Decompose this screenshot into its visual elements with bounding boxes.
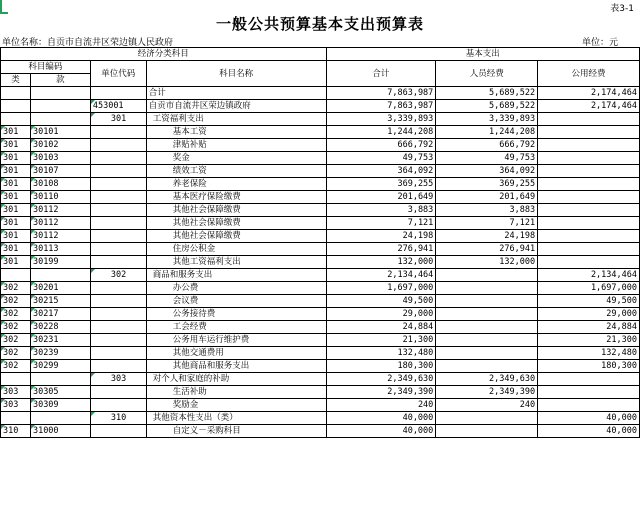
cell-subject-name[interactable]: 奖励金 [146,399,326,412]
header-subject-name: 科目名称 [146,61,326,87]
cell-public[interactable] [538,191,640,204]
table-row [1,295,640,308]
cell-unit-code[interactable] [90,399,146,412]
cell-public[interactable]: 29,000 [538,308,640,321]
cell-kuan[interactable]: 30201 [30,282,90,295]
header-total: 合计 [326,61,436,87]
unit-name-label: 单位名称：自贡市自流井区荣边镇人民政府 [2,38,174,48]
cell-personnel[interactable]: 3,883 [436,204,538,217]
cell-subject-name[interactable]: 对个人和家庭的补助 [146,373,326,386]
table-row [1,425,640,438]
sheet-number: 表3-1 [610,4,634,14]
cell-unit-code[interactable] [90,204,146,217]
cell-lei[interactable]: 301 [1,256,31,269]
page-title: 一般公共预算基本支出预算表 [215,15,424,33]
header-lei: 类 [1,74,31,87]
cell-subject-name[interactable]: 办公费 [146,282,326,295]
cell-lei[interactable]: 303 [1,386,31,399]
cell-total[interactable]: 49,500 [326,295,436,308]
cell-unit-code[interactable]: 310 [90,412,146,425]
cell-personnel[interactable] [436,321,538,334]
cell-kuan[interactable]: 30199 [30,256,90,269]
cell-total[interactable]: 7,863,987 [326,87,436,100]
cell-kuan[interactable]: 30305 [30,386,90,399]
cell-unit-code[interactable] [90,425,146,438]
cell-lei[interactable]: 301 [1,204,31,217]
header-public: 公用经费 [538,61,640,87]
cell-subject-name[interactable]: 工资福利支出 [146,113,326,126]
header-unit-code: 单位代码 [90,61,146,87]
cell-public[interactable]: 2,174,464 [538,100,640,113]
cell-subject-name[interactable]: 津贴补贴 [146,139,326,152]
cell-unit-code[interactable] [90,321,146,334]
cell-subject-name[interactable]: 生活补助 [146,386,326,399]
cell-total[interactable]: 1,244,208 [326,126,436,139]
cell-kuan[interactable] [30,87,90,100]
table-row [1,399,640,412]
cell-lei[interactable]: 302 [1,347,31,360]
cell-public[interactable]: 49,500 [538,295,640,308]
cell-total[interactable]: 40,000 [326,412,436,425]
cell-lei[interactable] [1,113,31,126]
table-row [1,373,640,386]
cell-lei[interactable] [1,412,31,425]
cell-total[interactable]: 7,121 [326,217,436,230]
cell-unit-code[interactable] [90,256,146,269]
cell-total[interactable]: 666,792 [326,139,436,152]
cell-personnel[interactable]: 49,753 [436,152,538,165]
cell-kuan[interactable]: 30309 [30,399,90,412]
cell-public[interactable]: 40,000 [538,425,640,438]
cell-personnel[interactable]: 369,255 [436,178,538,191]
cell-public[interactable]: 2,174,464 [538,87,640,100]
cell-subject-name[interactable]: 公务用车运行维护费 [146,334,326,347]
cell-lei[interactable]: 301 [1,230,31,243]
cell-unit-code[interactable] [90,360,146,373]
cell-total[interactable]: 2,134,464 [326,269,436,282]
cell-lei[interactable]: 302 [1,334,31,347]
cell-lei[interactable] [1,87,31,100]
header-row-1 [1,48,640,61]
cell-kuan[interactable]: 30101 [30,126,90,139]
cell-public[interactable] [538,386,640,399]
cell-public[interactable] [538,139,640,152]
cell-total[interactable]: 2,349,630 [326,373,436,386]
cell-lei[interactable]: 301 [1,178,31,191]
cell-unit-code[interactable]: 303 [90,373,146,386]
header-econ-class: 经济分类科目 [1,48,327,61]
cell-kuan[interactable]: 30108 [30,178,90,191]
cell-subject-name[interactable]: 商品和服务支出 [146,269,326,282]
cell-kuan[interactable]: 30112 [30,204,90,217]
cell-personnel[interactable]: 24,198 [436,230,538,243]
cell-subject-name[interactable]: 公务接待费 [146,308,326,321]
cell-kuan[interactable]: 30102 [30,139,90,152]
header-row-2 [1,61,640,74]
table-row [1,230,640,243]
cell-lei[interactable] [1,269,31,282]
table-row [1,386,640,399]
cell-public[interactable] [538,217,640,230]
cell-subject-name[interactable]: 其他工资福利支出 [146,256,326,269]
cell-kuan[interactable]: 30299 [30,360,90,373]
cell-lei[interactable] [1,100,31,113]
cell-personnel[interactable] [436,334,538,347]
header-personnel: 人员经费 [436,61,538,87]
cell-unit-code[interactable] [90,165,146,178]
cell-unit-code[interactable] [90,217,146,230]
cell-public[interactable] [538,399,640,412]
cell-public[interactable] [538,113,640,126]
cell-selection-marker[interactable] [0,0,8,14]
cell-unit-code[interactable] [90,282,146,295]
cell-public[interactable] [538,178,640,191]
cell-personnel[interactable]: 666,792 [436,139,538,152]
cell-total[interactable]: 132,000 [326,256,436,269]
cell-unit-code[interactable] [90,178,146,191]
table-row [1,100,640,113]
cell-personnel[interactable] [436,425,538,438]
cell-subject-name[interactable]: 住房公积金 [146,243,326,256]
cell-subject-name[interactable]: 其他交通费用 [146,347,326,360]
cell-total[interactable]: 3,339,893 [326,113,436,126]
cell-lei[interactable]: 301 [1,191,31,204]
cell-personnel[interactable]: 3,339,893 [436,113,538,126]
cell-subject-name[interactable]: 基本工资 [146,126,326,139]
cell-personnel[interactable] [436,308,538,321]
table-row [1,282,640,295]
cell-public[interactable] [538,204,640,217]
cell-public[interactable]: 24,884 [538,321,640,334]
cell-public[interactable] [538,373,640,386]
table-row [1,152,640,165]
cell-lei[interactable]: 301 [1,217,31,230]
cell-total[interactable]: 29,000 [326,308,436,321]
table-row [1,334,640,347]
cell-public[interactable]: 1,697,000 [538,282,640,295]
cell-personnel[interactable]: 240 [436,399,538,412]
cell-public[interactable]: 180,300 [538,360,640,373]
cell-lei[interactable]: 302 [1,308,31,321]
cell-total[interactable]: 276,941 [326,243,436,256]
cell-total[interactable]: 3,883 [326,204,436,217]
cell-kuan[interactable]: 30110 [30,191,90,204]
cell-unit-code[interactable] [90,334,146,347]
cell-lei[interactable]: 310 [1,425,31,438]
cell-unit-code[interactable] [90,87,146,100]
table-row [1,178,640,191]
cell-personnel[interactable]: 1,244,208 [436,126,538,139]
cell-subject-name[interactable]: 其他社会保障缴费 [146,230,326,243]
cell-public[interactable]: 132,480 [538,347,640,360]
cell-subject-name[interactable]: 会议费 [146,295,326,308]
cell-kuan[interactable]: 30113 [30,243,90,256]
cell-total[interactable]: 369,255 [326,178,436,191]
cell-personnel[interactable] [436,347,538,360]
cell-unit-code[interactable]: 302 [90,269,146,282]
cell-unit-code[interactable] [90,230,146,243]
cell-kuan[interactable]: 30228 [30,321,90,334]
cell-lei[interactable]: 301 [1,243,31,256]
table-row [1,139,640,152]
cell-kuan[interactable] [30,373,90,386]
cell-public[interactable] [538,165,640,178]
cell-total[interactable]: 132,480 [326,347,436,360]
cell-lei[interactable]: 303 [1,399,31,412]
cell-personnel[interactable] [436,295,538,308]
cell-total[interactable]: 7,863,987 [326,100,436,113]
cell-subject-name[interactable]: 自定义－采购科目 [146,425,326,438]
table-row [1,217,640,230]
cell-subject-name[interactable]: 合计 [146,87,326,100]
currency-unit-label: 单位：元 [581,38,618,48]
cell-total[interactable]: 40,000 [326,425,436,438]
cell-unit-code[interactable] [90,191,146,204]
cell-total[interactable]: 240 [326,399,436,412]
cell-total[interactable]: 1,697,000 [326,282,436,295]
table-row [1,113,640,126]
cell-public[interactable] [538,152,640,165]
cell-kuan[interactable] [30,412,90,425]
cell-subject-name[interactable]: 其他社会保障缴费 [146,204,326,217]
cell-kuan[interactable]: 30112 [30,230,90,243]
cell-lei[interactable]: 301 [1,152,31,165]
cell-unit-code[interactable] [90,243,146,256]
cell-unit-code[interactable]: 301 [90,113,146,126]
cell-total[interactable]: 364,092 [326,165,436,178]
cell-total[interactable]: 21,300 [326,334,436,347]
cell-public[interactable]: 2,134,464 [538,269,640,282]
header-basic-expenditure: 基本支出 [326,48,639,61]
cell-personnel[interactable] [436,269,538,282]
cell-subject-name[interactable]: 奖金 [146,152,326,165]
cell-total[interactable]: 2,349,390 [326,386,436,399]
cell-subject-name[interactable]: 绩效工资 [146,165,326,178]
cell-lei[interactable]: 301 [1,139,31,152]
cell-kuan[interactable] [30,113,90,126]
cell-subject-name[interactable]: 自贡市自流井区荣边镇政府 [146,100,326,113]
cell-unit-code[interactable] [90,308,146,321]
cell-public[interactable]: 40,000 [538,412,640,425]
table-row [1,87,640,100]
header-kuan: 款 [30,74,90,87]
cell-lei[interactable]: 302 [1,282,31,295]
cell-lei[interactable]: 302 [1,295,31,308]
cell-unit-code[interactable] [90,386,146,399]
cell-personnel[interactable]: 201,649 [436,191,538,204]
cell-unit-code[interactable] [90,295,146,308]
cell-public[interactable]: 21,300 [538,334,640,347]
table-row [1,165,640,178]
cell-personnel[interactable]: 5,689,522 [436,87,538,100]
cell-unit-code[interactable] [90,139,146,152]
cell-personnel[interactable]: 7,121 [436,217,538,230]
cell-personnel[interactable]: 132,000 [436,256,538,269]
cell-subject-name[interactable]: 其他社会保障缴费 [146,217,326,230]
cell-total[interactable]: 24,884 [326,321,436,334]
cell-public[interactable] [538,126,640,139]
cell-kuan[interactable] [30,100,90,113]
cell-unit-code[interactable]: 453001 [90,100,146,113]
cell-total[interactable]: 201,649 [326,191,436,204]
cell-kuan[interactable]: 30103 [30,152,90,165]
cell-kuan[interactable]: 30231 [30,334,90,347]
cell-subject-name[interactable]: 养老保险 [146,178,326,191]
cell-kuan[interactable]: 30239 [30,347,90,360]
cell-subject-name[interactable]: 其他资本性支出（类） [146,412,326,425]
cell-unit-code[interactable] [90,126,146,139]
cell-lei[interactable]: 302 [1,321,31,334]
cell-kuan[interactable]: 30215 [30,295,90,308]
cell-subject-name[interactable]: 工会经费 [146,321,326,334]
cell-unit-code[interactable] [90,152,146,165]
table-row [1,256,640,269]
table-row [1,191,640,204]
cell-personnel[interactable]: 276,941 [436,243,538,256]
table-row [1,412,640,425]
cell-total[interactable]: 24,198 [326,230,436,243]
cell-personnel[interactable]: 2,349,630 [436,373,538,386]
cell-subject-name[interactable]: 其他商品和服务支出 [146,360,326,373]
cell-public[interactable] [538,256,640,269]
cell-kuan[interactable]: 30112 [30,217,90,230]
cell-lei[interactable]: 301 [1,165,31,178]
cell-kuan[interactable]: 30217 [30,308,90,321]
cell-personnel[interactable] [436,412,538,425]
cell-personnel[interactable]: 5,689,522 [436,100,538,113]
cell-personnel[interactable] [436,360,538,373]
table-row [1,308,640,321]
cell-personnel[interactable]: 2,349,390 [436,386,538,399]
cell-lei[interactable]: 301 [1,126,31,139]
cell-lei[interactable] [1,373,31,386]
cell-kuan[interactable]: 30107 [30,165,90,178]
table-row [1,243,640,256]
cell-public[interactable] [538,243,640,256]
table-row [1,269,640,282]
table-row [1,321,640,334]
cell-total[interactable]: 49,753 [326,152,436,165]
header-subject-code: 科目编码 [1,61,91,74]
cell-total[interactable]: 180,300 [326,360,436,373]
cell-public[interactable] [538,230,640,243]
table-row [1,347,640,360]
budget-table [0,47,640,438]
cell-unit-code[interactable] [90,347,146,360]
cell-personnel[interactable]: 364,092 [436,165,538,178]
table-row [1,360,640,373]
cell-personnel[interactable] [436,282,538,295]
cell-lei[interactable]: 302 [1,360,31,373]
cell-subject-name[interactable]: 基本医疗保险缴费 [146,191,326,204]
cell-kuan[interactable]: 31000 [30,425,90,438]
cell-kuan[interactable] [30,269,90,282]
table-row [1,126,640,139]
table-row [1,204,640,217]
